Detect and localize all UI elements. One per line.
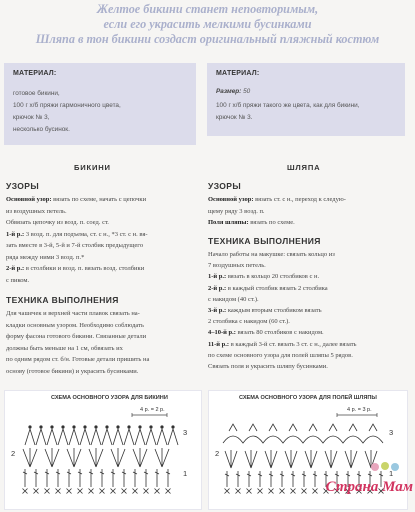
- chain-stitch-mark: [236, 489, 241, 494]
- double-crochet-mark: [258, 471, 262, 487]
- chain-stitch-mark: [34, 489, 39, 494]
- picot-mark: [58, 429, 68, 445]
- chain-stitch-mark: [313, 489, 318, 494]
- double-crochet-mark: [291, 471, 295, 487]
- hat-material-box: [207, 63, 405, 136]
- hat-technique-line-lead: 4–10-й р.:: [208, 329, 236, 337]
- picot-mark: [369, 424, 377, 431]
- shell-mark: [111, 448, 125, 467]
- bikini-technique-heading: ТЕХНИКА ВЫПОЛНЕНИЯ: [6, 295, 119, 305]
- bikini-pattern-line-body: 3 возд. п. для подъема, ст. с н., *3 ст. с н. вя-: [24, 230, 148, 238]
- hat-chart-row-label: 3: [389, 428, 394, 437]
- dot-mark: [117, 426, 119, 428]
- bikini-chart-title: СХЕМА ОСНОВНОГО УЗОРА ДЛЯ БИКИНИ: [51, 395, 168, 401]
- intro-line-1: Желтое бикини станет неповторимым,: [96, 2, 319, 16]
- chain-stitch-mark: [133, 489, 138, 494]
- shell-mark: [133, 448, 147, 467]
- bikini-technique-line: по одним рядом ст. б/н. Готовые детали пришить на: [6, 356, 150, 363]
- double-crochet-mark: [133, 469, 137, 487]
- bikini-chart-repeat: 4 р. = 2 р.: [140, 407, 165, 413]
- hat-technique-line-body: с накидом (40 ст.).: [208, 295, 259, 303]
- hat-technique-line-body: по схеме основного узора для полей шляпы 5 рядов.: [208, 351, 353, 359]
- hat-technique-line: [208, 294, 259, 306]
- watermark-logo-icon: [369, 460, 409, 474]
- hat-technique-line-lead: 2-й р.:: [208, 284, 227, 292]
- hat-size-line: [216, 86, 250, 98]
- dot-mark: [40, 426, 42, 428]
- hat-technique-line: [208, 316, 290, 328]
- bikini-pattern-line-lead: 1-й р.:: [6, 230, 25, 238]
- bikini-chart-row-label: 3: [183, 428, 188, 437]
- bikini-chart-row-label: 1: [183, 469, 188, 478]
- bikini-pattern-line-body: вязать по схеме, начать с цепочки: [51, 196, 147, 203]
- dot-mark: [106, 426, 108, 428]
- picot-mark: [349, 424, 357, 431]
- double-crochet-mark: [144, 469, 148, 487]
- double-crochet-mark: [236, 471, 240, 487]
- hat-technique-line-body: 2 столбика с накидом (60 ст.).: [208, 318, 290, 326]
- double-crochet-mark: [78, 469, 82, 487]
- bikini-pattern-line: [6, 275, 29, 287]
- double-crochet-mark: [23, 469, 27, 487]
- chain-stitch-mark: [144, 489, 149, 494]
- bikini-pattern-line-body: с пиком.: [6, 276, 30, 284]
- picot-mark: [168, 429, 178, 445]
- hat-technique-line: [208, 327, 324, 339]
- hat-pattern-line-lead: Основной узор:: [208, 196, 254, 203]
- picot-mark: [329, 424, 337, 431]
- picot-mark: [309, 424, 317, 431]
- chain-stitch-mark: [291, 489, 296, 494]
- hat-technique-line: [208, 339, 357, 351]
- picot-mark: [146, 429, 156, 445]
- bikini-pattern-line-lead: Основной узор:: [6, 196, 52, 203]
- bikini-pattern-line: [6, 194, 146, 206]
- chain-stitch-mark: [89, 489, 94, 494]
- hat-chart-row-label: 1: [389, 469, 394, 478]
- hat-chart-row-label: 2: [215, 449, 220, 458]
- dot-mark: [172, 426, 174, 428]
- chain-stitch-mark: [247, 489, 252, 494]
- hat-chart-title: СХЕМА ОСНОВНОГО УЗОРА ДЛЯ ПОЛЕЙ ШЛЯПЫ: [239, 395, 377, 401]
- shell-mark: [345, 450, 357, 468]
- chain-stitch-mark: [45, 489, 50, 494]
- hat-technique-line: [208, 361, 328, 373]
- double-crochet-mark: [34, 469, 38, 487]
- hat-technique-line-body: в каждый 3-й ст. вязать 3 ст. с н., далее вязать: [229, 340, 357, 348]
- hat-technique-line: [208, 350, 353, 362]
- dot-mark: [139, 426, 141, 428]
- bikini-material-line: готовое бикини,: [13, 90, 60, 97]
- hat-technique-line: [208, 305, 322, 317]
- intro-heading: [0, 0, 415, 52]
- dot-mark: [73, 426, 75, 428]
- hat-technique-line-lead: 3-й р.:: [208, 307, 227, 314]
- bikini-pattern-line-body: ряда между ними 3 возд. п.*: [6, 253, 85, 261]
- shell-mark: [245, 450, 257, 468]
- bikini-technique-line: Для чашечек и верхней части плавок связать на-: [6, 310, 140, 317]
- hat-pattern-line-body: вязать по схеме.: [248, 219, 295, 226]
- hat-pattern-line: [208, 206, 265, 218]
- chain-stitch-mark: [56, 489, 61, 494]
- dot-mark: [29, 426, 31, 428]
- picot-mark: [80, 429, 90, 445]
- bikini-chart-panel: [4, 390, 202, 510]
- picot-mark: [102, 429, 112, 445]
- chain-stitch-mark: [67, 489, 72, 494]
- bikini-material-line: крючок № 3,: [13, 114, 50, 121]
- chain-stitch-mark: [23, 489, 28, 494]
- hat-patterns-heading: УЗОРЫ: [208, 181, 242, 191]
- hat-pattern-line-body: щему ряду 3 возд. п.: [208, 207, 265, 215]
- hat-technique-line-body: каждым вторым столбиком вязать: [226, 307, 322, 314]
- shell-mark: [225, 450, 237, 468]
- picot-mark: [47, 429, 57, 445]
- hat-technique-line-lead: 11-й р.:: [208, 340, 230, 348]
- bikini-pattern-line: [6, 263, 144, 275]
- double-crochet-mark: [67, 469, 71, 487]
- hat-technique-line-body: Связать поля и украсить шляпу бусинками.: [208, 363, 328, 370]
- picot-mark: [269, 424, 277, 431]
- chain-stitch-mark: [122, 489, 127, 494]
- double-crochet-mark: [45, 469, 49, 487]
- chain-stitch-mark: [280, 489, 285, 494]
- bikini-technique-line: кладки основным узором. Необходимо соблюдать: [6, 321, 144, 329]
- hat-size-value: 50: [243, 88, 251, 95]
- picot-mark: [157, 429, 167, 445]
- dot-mark: [150, 426, 152, 428]
- dot-mark: [51, 426, 53, 428]
- bikini-patterns-heading: УЗОРЫ: [6, 181, 40, 191]
- double-crochet-mark: [225, 471, 229, 487]
- dot-mark: [84, 426, 86, 428]
- double-crochet-mark: [280, 471, 284, 487]
- hat-technique-line-body: в каждый столбик вязать 2 столбика: [226, 284, 328, 292]
- chain-stitch-mark: [166, 489, 171, 494]
- shell-mark: [45, 448, 59, 467]
- double-crochet-mark: [155, 469, 159, 487]
- intro-line-3: Шляпа в тон бикини создаст оригинальный пляжный костюм: [35, 32, 380, 46]
- bikini-pattern-line-body: из воздушных петель.: [6, 207, 67, 215]
- hat-technique-line-body: вязать в кольцо 20 столбиков с н.: [226, 273, 320, 281]
- double-crochet-mark: [122, 469, 126, 487]
- hat-chart-repeat: 4 р. = 3 р.: [347, 407, 372, 413]
- picot-mark: [229, 424, 237, 431]
- bikini-pattern-line: [6, 217, 109, 229]
- hat-technique-line-lead: 1-й р.:: [208, 273, 227, 281]
- shell-mark: [89, 448, 103, 467]
- shell-mark: [325, 450, 337, 468]
- double-crochet-mark: [56, 469, 60, 487]
- double-crochet-mark: [111, 469, 115, 487]
- hat-technique-line: [208, 260, 266, 272]
- chain-stitch-mark: [269, 489, 274, 494]
- hat-technique-line-body: вязать 80 столбиков с накидом.: [235, 329, 324, 337]
- double-crochet-mark: [302, 471, 306, 487]
- hat-pattern-line-body: вязать ст. с н., переход к следую-: [253, 196, 346, 203]
- bikini-technique-line: должны быть меньше на 1 см, обвязать их: [6, 344, 123, 352]
- hat-title: ШЛЯПА: [287, 163, 321, 172]
- bikini-technique-line: основу (готовое бикини) и украсить бусинками.: [6, 367, 139, 375]
- bikini-material-box: [4, 63, 196, 145]
- double-crochet-mark: [247, 471, 251, 487]
- shell-mark: [23, 448, 37, 467]
- hat-technique-heading: ТЕХНИКА ВЫПОЛНЕНИЯ: [208, 236, 321, 246]
- picot-mark: [25, 429, 35, 445]
- bikini-pattern-line-body: в столбики и возд. п. вязать возд. столбики: [24, 265, 145, 272]
- bikini-material-heading: МАТЕРИАЛ:: [13, 70, 57, 77]
- bikini-technique-line: форму фасона готового бикини. Связанные детали: [6, 333, 147, 340]
- hat-material-line: крючок № 3.: [216, 114, 253, 121]
- dot-mark: [128, 426, 130, 428]
- hat-technique-line: [208, 249, 335, 261]
- hat-pattern-line: [208, 194, 346, 206]
- hat-size-label: Размер:: [216, 88, 242, 95]
- double-crochet-mark: [269, 471, 273, 487]
- double-crochet-mark: [89, 469, 93, 487]
- hat-technique-line: [208, 271, 319, 283]
- double-crochet-mark: [100, 469, 104, 487]
- bikini-pattern-line: [6, 240, 143, 252]
- double-crochet-mark: [166, 469, 170, 487]
- bikini-chart-diagram: [5, 391, 201, 509]
- picot-mark: [36, 429, 46, 445]
- shell-mark: [265, 450, 277, 468]
- dot-mark: [161, 426, 163, 428]
- bikini-material-line: 100 г х/б пряжи гармоничного цвета,: [13, 102, 121, 109]
- chain-stitch-mark: [258, 489, 263, 494]
- hat-technique-line-body: Начало работы на макушке: связать кольцо из: [208, 251, 335, 258]
- double-crochet-mark: [313, 471, 317, 487]
- dot-mark: [62, 426, 64, 428]
- bikini-pattern-line-body: зать вместе в 3-й, 5-й и 7-й столбик предыдущего: [6, 242, 144, 249]
- shell-mark: [285, 450, 297, 468]
- picot-mark: [91, 429, 101, 445]
- bikini-pattern-line-body: Обвязать цепочку из возд. п. соед. ст.: [6, 219, 109, 226]
- hat-pattern-line-lead: Поля шляпы:: [208, 219, 249, 226]
- bikini-chart-row-label: 2: [11, 449, 16, 458]
- shell-mark: [305, 450, 317, 468]
- picot-mark: [113, 429, 123, 445]
- chain-stitch-mark: [302, 489, 307, 494]
- bikini-pattern-line-lead: 2-й р.:: [6, 265, 25, 272]
- picot-mark: [135, 429, 145, 445]
- picot-mark: [124, 429, 134, 445]
- watermark-text: Страна Мам: [325, 479, 413, 495]
- hat-material-line: 100 г х/б пряжи такого же цвета, как для бикини,: [216, 102, 360, 109]
- bikini-pattern-line: [6, 206, 67, 218]
- shell-mark: [67, 448, 81, 467]
- chain-stitch-mark: [78, 489, 83, 494]
- hat-pattern-line: [208, 217, 295, 229]
- chain-stitch-mark: [111, 489, 116, 494]
- bikini-pattern-line: [6, 229, 148, 241]
- hat-technique-line: [208, 283, 328, 295]
- bikini-title: БИКИНИ: [74, 163, 111, 172]
- chain-stitch-mark: [155, 489, 160, 494]
- arc-row-mark: [223, 436, 383, 443]
- chain-stitch-mark: [100, 489, 105, 494]
- bikini-pattern-line: [6, 252, 84, 264]
- hat-technique-line-body: 7 воздушных петель.: [208, 262, 266, 270]
- hat-material-heading: МАТЕРИАЛ:: [216, 70, 260, 77]
- picot-mark: [69, 429, 79, 445]
- picot-mark: [249, 424, 257, 431]
- picot-mark: [289, 424, 297, 431]
- intro-line-2: если его украсить мелкими бусинками: [103, 17, 312, 31]
- chain-stitch-mark: [225, 489, 230, 494]
- shell-mark: [155, 448, 169, 467]
- bikini-material-line: несколько бусинок.: [13, 126, 70, 133]
- dot-mark: [95, 426, 97, 428]
